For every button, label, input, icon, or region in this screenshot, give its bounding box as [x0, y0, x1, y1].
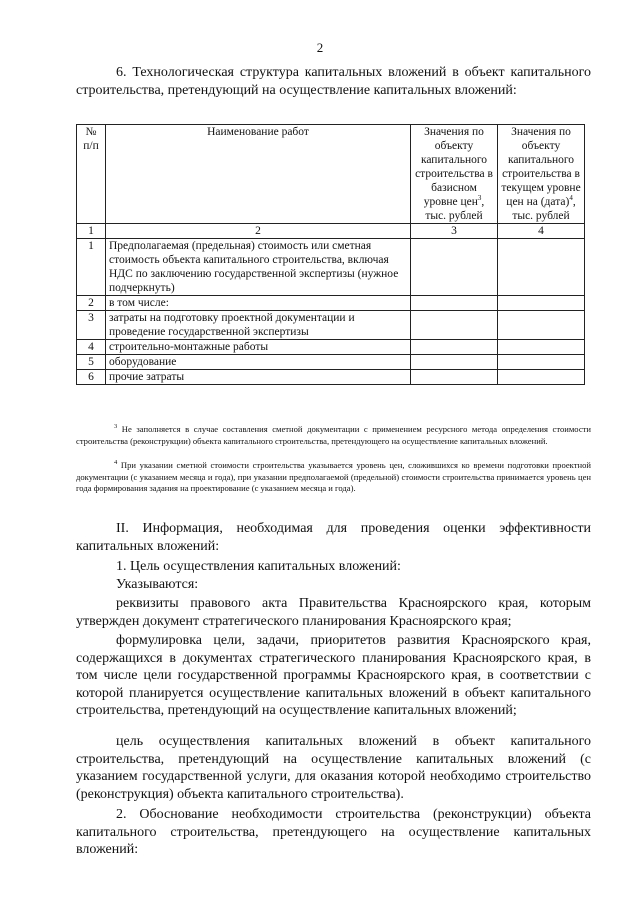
- footnote-text: Не заполняется в случае составления сметной документации с применением ресурсного метода определения стоимости строительства (реконструкции) объекта капитального строительства, претендующего на осуществление капитальных вложений.: [76, 424, 591, 446]
- capital-investment-structure-table: [76, 124, 585, 385]
- section-6-heading: 6. Технологическая структура капитальных вложений в объект капитального строительства, претендующий на осуществление капитальных вложений:: [76, 65, 591, 98]
- item-2-justification-heading: 2. Обоснование необходимости строительства (реконструкции) объекта капитального строительства, претендующего на осуществление капитальных вложений:: [76, 807, 591, 857]
- row-current-value: [498, 239, 585, 296]
- footnote-ref-4: 4: [569, 194, 573, 203]
- table-row: [77, 340, 585, 355]
- row-num: 6: [77, 370, 106, 385]
- page-number: 2: [316, 40, 324, 55]
- row-name: оборудование: [106, 355, 411, 370]
- row-name: строительно-монтажные работы: [106, 340, 411, 355]
- row-base-value: [411, 239, 498, 296]
- header-current-price: [498, 125, 585, 224]
- row-num: 5: [77, 355, 106, 370]
- table-row: [77, 311, 585, 340]
- col-number: 1: [77, 224, 106, 239]
- paragraph-formulation: формулировка цели, задачи, приоритетов развития Красноярского края, содержащихся в документах стратегического планирования Красноярского края, в том числе цели государственной программы Красноярского края, в соответствии с которой планируется осуществление капитальных вложений в объект капитального строительства, претендующий на осуществление капитальных вложений;: [76, 633, 591, 718]
- row-base-value: [411, 311, 498, 340]
- header-base-text: Значения по объекту капитального строительства в базисном уровне цен: [415, 126, 493, 208]
- row-base-value: [411, 340, 498, 355]
- col-number: 2: [106, 224, 411, 239]
- row-num: 2: [77, 296, 106, 311]
- row-name: Предполагаемая (предельная) стоимость или сметная стоимость объекта капитального строительства, включая НДС по заключению государственной экспертизы (нужное подчеркнуть): [106, 239, 411, 296]
- column-number-row: [77, 224, 585, 239]
- footnote-3: [76, 424, 591, 447]
- row-name: прочие затраты: [106, 370, 411, 385]
- row-base-value: [411, 296, 498, 311]
- header-base-unit: , тыс. рублей: [425, 196, 485, 222]
- table-row: [77, 370, 585, 385]
- table-row: [77, 296, 585, 311]
- footnote-mark: 3: [114, 423, 118, 431]
- footnote-mark: 4: [114, 459, 118, 467]
- row-current-value: [498, 340, 585, 355]
- header-current-unit: , тыс. рублей: [512, 196, 576, 222]
- col-number: 3: [411, 224, 498, 239]
- row-base-value: [411, 370, 498, 385]
- row-num: 4: [77, 340, 106, 355]
- header-base-price: [411, 125, 498, 224]
- row-current-value: [498, 311, 585, 340]
- header-num: № п/п: [77, 125, 106, 224]
- row-num: 1: [77, 239, 106, 296]
- row-name: затраты на подготовку проектной документации и проведение государственной экспертизы: [106, 311, 411, 340]
- row-name: в том числе:: [106, 296, 411, 311]
- table-header-row: [77, 125, 585, 224]
- paragraph-requisites: реквизиты правового акта Правительства Красноярского края, которым утвержден документ стратегического планирования Красноярского края;: [76, 596, 591, 629]
- row-current-value: [498, 370, 585, 385]
- header-name: Наименование работ: [106, 125, 411, 224]
- section-2-heading: II. Информация, необходимая для проведения оценки эффективности капитальных вложений:: [76, 521, 591, 554]
- header-current-text: Значения по объекту капитального строительства в текущем уровне цен на (дата): [501, 126, 581, 208]
- item-1-goal-heading: 1. Цель осуществления капитальных вложений:: [116, 559, 401, 574]
- row-current-value: [498, 355, 585, 370]
- row-base-value: [411, 355, 498, 370]
- paragraph-goal: цель осуществления капитальных вложений в объект капитального строительства, претендующий на осуществление капитальных вложений (с указанием государственной услуги, для оказания которой необходимо строительство (реконструкция) объекта капитального строительства).: [76, 734, 591, 802]
- indicated-label: Указываются:: [116, 577, 199, 592]
- footnote-text: При указании сметной стоимости строительства указывается уровень цен, сложившихся ко времени подготовки проектной документации (с указанием месяца и года), при указании предполагаемой (предельной) стоимости строительства принимается уровень цен года формирования задания на проектирование (с указанием месяца и года).: [76, 460, 591, 494]
- footnote-ref-3: 3: [477, 194, 482, 203]
- footnote-4: [76, 460, 591, 495]
- table-row: [77, 239, 585, 296]
- table-row: [77, 355, 585, 370]
- row-num: 3: [77, 311, 106, 340]
- row-current-value: [498, 296, 585, 311]
- col-number: 4: [498, 224, 585, 239]
